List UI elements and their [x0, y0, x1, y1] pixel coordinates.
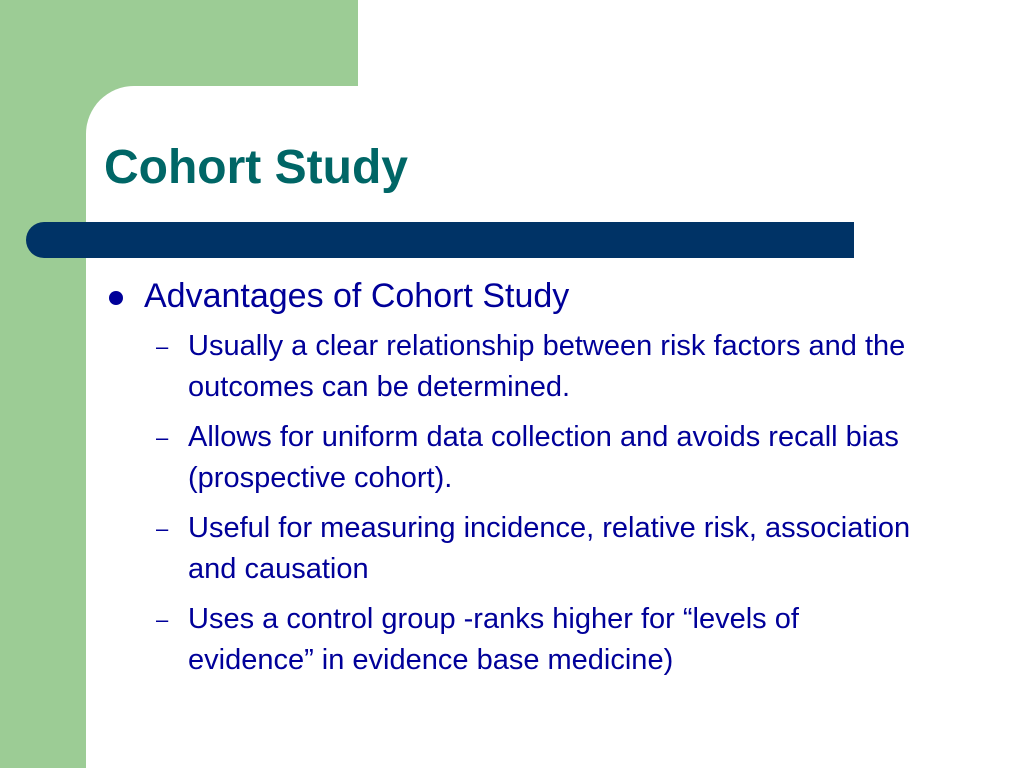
dash-icon: – [156, 425, 169, 450]
dash-icon: – [156, 334, 169, 359]
bullet-dot-icon [109, 291, 123, 305]
sub-bullet-item [104, 417, 924, 499]
slide-title: Cohort Study [104, 141, 408, 194]
sub-bullet-text: Uses a control group -ranks higher for “levels of evidence” in evidence base medicine) [188, 603, 799, 676]
sub-bullet-text: Allows for uniform data collection and avoids recall bias (prospective cohort). [188, 421, 899, 494]
dash-icon: – [156, 607, 169, 632]
dash-icon: – [156, 516, 169, 541]
sub-bullet-item [104, 508, 924, 590]
sub-bullet-item [104, 599, 924, 681]
slide-body [104, 276, 924, 690]
sub-bullet-list [104, 326, 924, 681]
bullet-item [104, 276, 924, 318]
sub-bullet-text: Useful for measuring incidence, relative risk, association and causation [188, 512, 911, 585]
title-rule-bar [26, 222, 854, 258]
bullet-label: Advantages of Cohort Study [144, 277, 570, 315]
sub-bullet-item [104, 326, 924, 408]
sub-bullet-text: Usually a clear relationship between risk factors and the outcomes can be determined. [188, 330, 906, 403]
